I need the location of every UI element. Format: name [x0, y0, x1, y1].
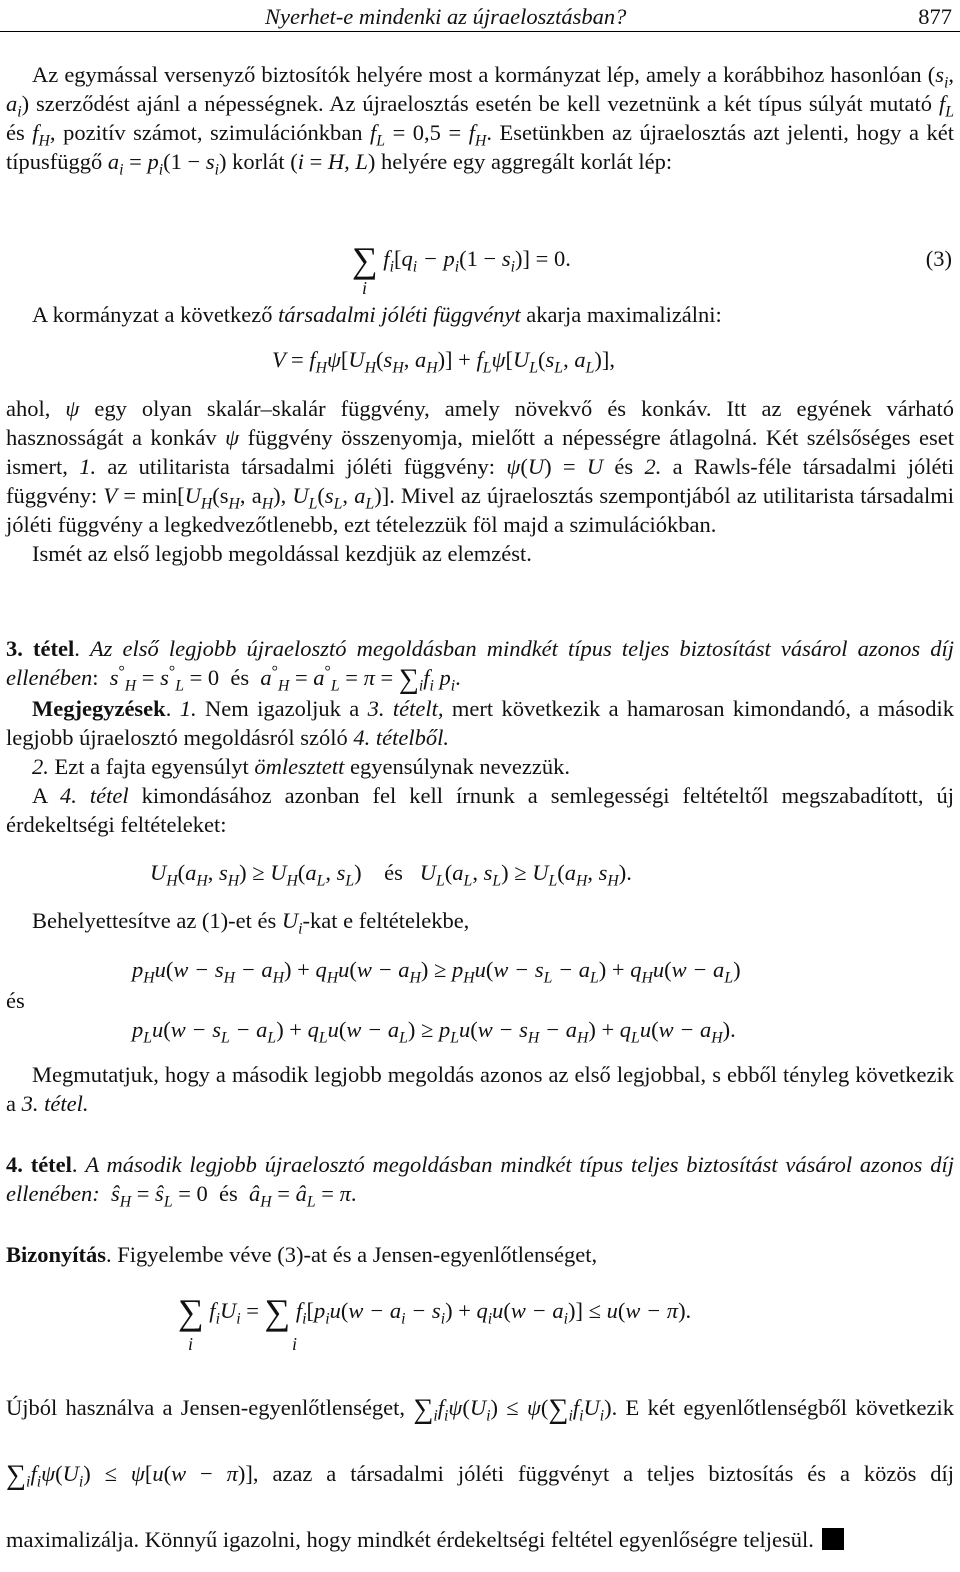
theorem-4-text: 4. tétel. A második legjobb újraelosztó megoldásban mindkét típus teljes biztosítást vásárol azonos díj ellenében: $ŝ_H$ = $ŝ_L = 0$ és $â_H$ = $â_L = \pi$. — [6, 1152, 955, 1211]
sum-index: i — [188, 1334, 194, 1354]
equation-ic-high: $p_Hu(w - s_H - a_H) + q_Hu(w - a_H) \ge p_Hu(w - s_L - a_L) + q_Hu(w - a_L)$ — [132, 957, 741, 987]
equation-ic-low: $p_Lu(w - s_L - a_L) + q_Lu(w - a_L) \ge p_Lu(w - s_H - a_H) + q_Lu(w - a_H)$. — [132, 1017, 736, 1047]
inline-jensen-1: $\sum_if_i\psi(U_i) \le \psi(\sum_if_iU_i)$. — [413, 1394, 618, 1425]
header-rule — [0, 31, 960, 32]
paragraph-welfare-intro-text: A kormányzat a következő társadalmi jóléti függvényt akarja maximalizálni: — [32, 302, 722, 327]
theorem-3-text: 3. tétel. Az első legjobb újraelosztó megoldásban mindkét típus teljes biztosítást vásárol azonos díj ellenében: $s^\circ_H = s^\circ_L = 0$ és $a^\circ_H = a^\circ_L = \pi = \sum_if_i$ $p_i$. — [6, 636, 955, 695]
remarks-label: Megjegyzések — [32, 696, 166, 721]
proof-line-1: Újból használva a Jensen-egyenlőtlenséget, $\sum_if_i\psi(U_i) \le \psi(\sum_if_iU_i)$. E két egyenlőtlenségből következik $\sum_if_i\psi(U_i) \le \psi[u(w - \pi)]$, azaz a társadalmi jóléti függvényt a teljes biztosítás és a közös díj maximalizálja. Könnyű igazolni, hogy mindkét érdekeltségi feltétel egyenlőségre teljesül. — [6, 1394, 955, 1552]
remark-1: Megjegyzések. 1. Nem igazoljuk a 3. tételt, mert következik a hamarosan kimondandó, a második legjobb újraelosztó megoldásról szóló 4. tételből. — [6, 696, 954, 750]
theorem-4-label: 4. tétel — [6, 1152, 72, 1177]
paragraph-psi-text: ahol, ψ egy olyan skalár–skalár függvény, amely növekvő és konkáv. Itt az egyének várható hasznosságát a konkáv ψ függvény összenyomja, mielőtt a népességre átlagolná. Két szélsőséges eset ismert, 1. az utilitarista társadalmi jóléti függvény: ψ(U) = U és 2. a Rawls-féle társadalmi jóléti függvény: $V = \min[U_H(s_H$, $a_H$), $U_L(s_L$, $a_L$)]. Mivel az újraelosztás szempontjából az utilitarista társadalmi jóléti függvény a legkedvezőtlenebb, ezt tételezzük föl majd a szimulációkban. — [6, 396, 955, 537]
paragraph-substitute-text: Behelyettesítve az (1)-et és $U_i$-kat e feltételekbe, — [32, 908, 470, 938]
sum-index: i — [292, 1334, 298, 1354]
qed-square-icon — [822, 1528, 844, 1550]
remark-3: A 4. tétel kimondásához azonban fel kell írnunk a semlegességi feltételtől megszabadított, új érdekeltségi feltételeket: — [6, 783, 955, 837]
sum-index: i — [362, 278, 368, 298]
remark-2: 2. Ezt a fajta egyensúlyt ömlesztett egyensúlynak nevezzük. — [32, 754, 570, 779]
running-title: Nyerhet-e mindenki az újraelosztásban? — [265, 4, 627, 29]
proof — [6, 1240, 954, 1269]
paragraph-psi — [6, 394, 954, 568]
theorem-3-label: 3. tétel — [6, 636, 75, 661]
inline-jensen-2: $\sum_if_i\psi(U_i) \le \psi[u(w - \pi)]$, — [6, 1460, 259, 1491]
paragraph-show — [6, 1060, 954, 1118]
paragraph-welfare-intro — [6, 300, 954, 329]
equation-3: ∑ $f_i[q_i - p_i(1 - s_i)] = 0$. — [352, 240, 571, 280]
proof-intro-text: Figyelembe véve (3)-at és a Jensen-egyenlőtlenséget, — [117, 1242, 598, 1267]
proof-body — [6, 1376, 954, 1572]
equation-welfare: $V = f_H\psi[U_H(s_H$, $a_H)] + f_L\psi[U_L(s_L$, $a_L$)], — [272, 347, 615, 377]
es-conjunction: és — [6, 988, 25, 1013]
equation-incentive: $U_H(a_H$, $s_H) \ge U_H(a_L$, $s_L$) és $U_L(a_L$, $s_L) \ge U_L(a_H$, $s_H$). — [150, 860, 632, 890]
paragraph-show-text: Megmutatjuk, hogy a második legjobb megoldás azonos az első legjobbal, s ebből tényleg következik a 3. tétel. — [6, 1062, 954, 1116]
paragraph-substitute — [6, 906, 954, 938]
paragraph-intro — [6, 60, 954, 179]
page-header — [0, 0, 960, 30]
equation-3-label: (3) — [925, 246, 952, 271]
proof-label: Bizonyítás — [6, 1242, 107, 1267]
theorem-3 — [6, 634, 954, 839]
proof-text-2a: Újból használva a Jensen-egyenlőtlenséget, — [6, 1395, 406, 1420]
proof-intro: Bizonyítás. Figyelembe véve (3)-at és a Jensen-egyenlőtlenséget, — [6, 1242, 598, 1267]
page-number: 877 — [918, 4, 952, 29]
paragraph-intro-text: Az egymással versenyző biztosítók helyére most a kormányzat lép, amely a korábbihoz hasonlóan ($s_i$, $a_i$) szerződést ajánl a népességnek. Az újraelosztás esetén be kell vezetnünk a két típus súlyát mutató $f_L$ és $f_H$, pozitív számot, szimulációnkban $f_L = 0,5 = f_H$. Esetünkben az újraelosztás azt jelenti, hogy a két típusfüggő $a_i = p_i(1 - s_i)$ korlát (i = H, L) helyére egy aggregált korlát lép: — [6, 62, 954, 179]
theorem-4 — [6, 1150, 955, 1211]
paragraph-first-best: Ismét az első legjobb megoldással kezdjük az elemzést. — [32, 541, 532, 566]
equation-jensen: ∑ $f_iU_i$ = ∑ $f_i[p_iu(w - a_i - s_i) + q_iu(w - a_i)] \le u(w - \pi)$. — [178, 1292, 692, 1332]
